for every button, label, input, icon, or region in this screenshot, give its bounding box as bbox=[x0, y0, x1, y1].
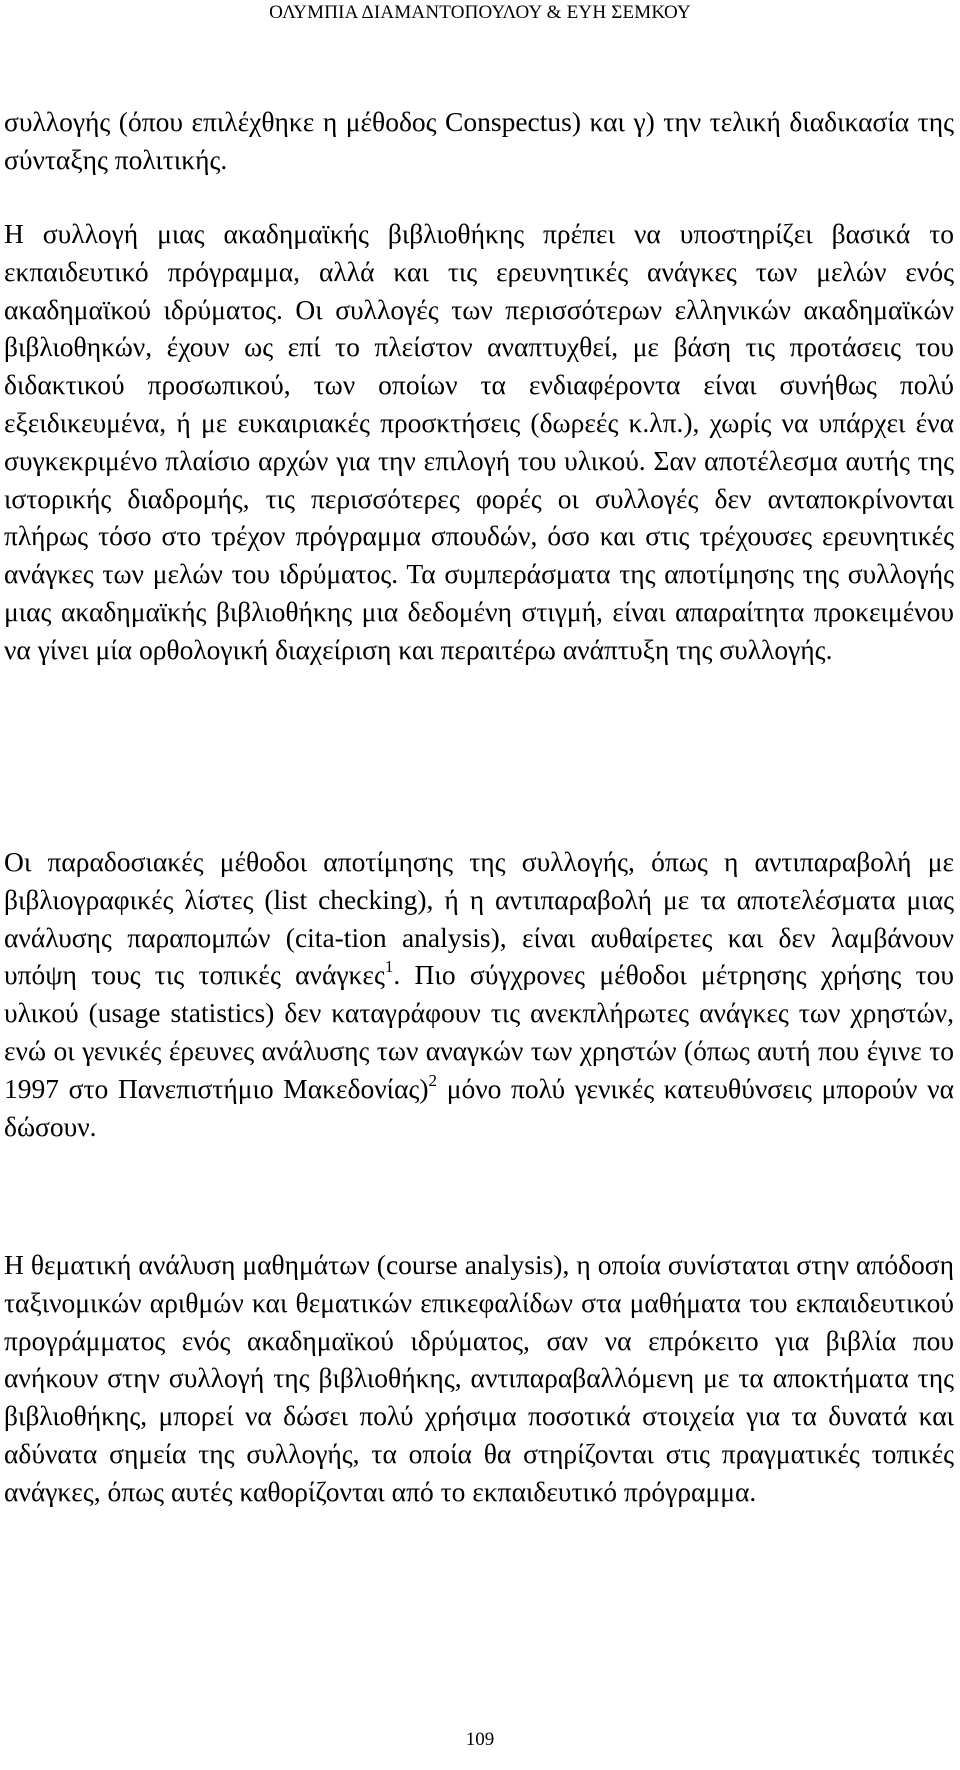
paragraph-3-text bbox=[4, 843, 954, 1145]
page-number: 109 bbox=[465, 1729, 495, 1750]
footnote-ref-2: 2 bbox=[428, 1070, 438, 1090]
paragraph-4 bbox=[4, 1246, 954, 1511]
paragraph-2 bbox=[4, 215, 954, 669]
paragraph-4-text: Η θεματική ανάλυση μαθημάτων (course analysis), η οποία συνίσταται στην απόδοση ταξινομικών αριθμών και θεματικών επικεφαλίδων στα μαθήματα του εκπαιδευτικού προγράμματος ενός ακαδημαϊκού ιδρύματος, σαν να επρόκειτο για βιβλία που ανήκουν στην συλλογή της βιβλιοθήκης, αντιπαραβαλλόμενη με τα αποκτήματα της βιβλιοθήκης, μπορεί να δώσει πολύ χρήσιμα ποσοτικά στοιχεία για τα δυνατά και αδύνατα σημεία της συλλογής, τα οποία θα στηρίζονται στις πραγματικές τοπικές ανάγκες, όπως αυτές καθορίζονται από το εκπαιδευτικό πρόγραμμα. bbox=[4, 1249, 954, 1507]
paragraph-1 bbox=[4, 103, 954, 179]
paragraph-3-segment-2: . Πιο σύγχρονες μέθοδοι μέτρησης χρήσης του υλικού (usage statistics) δεν καταγράφουν τις ανεκπλήρωτες ανάγκες των χρηστών, ενώ οι γενικές έρευνες ανάλυσης των αναγκών των χρηστών (όπως αυτή που έγινε το 1997 στο Πανεπιστήμιο Μακεδονίας) bbox=[4, 959, 954, 1104]
footnote-ref-1: 1 bbox=[384, 957, 394, 977]
paragraph-3-segment-3: μόνο πολύ γενικές κατευθύνσεις μπορούν να δώσουν. bbox=[4, 1072, 954, 1142]
running-header: ΟΛΥΜΠΙΑ ΔΙΑΜΑΝΤΟΠΟΥΛΟΥ & ΕΥΗ ΣΕΜΚΟΥ bbox=[269, 2, 691, 23]
paragraph-1-text: συλλογής (όπου επιλέχθηκε η μέθοδος Conspectus) και γ) την τελική διαδικασία της σύνταξης πολιτικής. bbox=[4, 106, 954, 175]
paragraph-2-text: Η συλλογή μιας ακαδημαϊκής βιβλιοθήκης πρέπει να υποστηρίζει βασικά το εκπαιδευτικό πρόγραμμα, αλλά και τις ερευνητικές ανάγκες των μελών ενός ακαδημαϊκού ιδρύματος. Οι συλλογές των περισσότερων ελληνικών ακαδημαϊκών βιβλιοθηκών, έχουν ως επί το πλείστον αναπτυχθεί, με βάση τις προτάσεις του διδακτικού προσωπικού, των οποίων τα ενδιαφέροντα είναι συνήθως πολύ εξειδικευμένα, ή με ευκαιριακές προσκτήσεις (δωρεές κ.λπ.), χωρίς να υπάρχει ένα συγκεκριμένο πλαίσιο αρχών για την επιλογή του υλικού. Σαν αποτέλεσμα αυτής της ιστορικής διαδρομής, τις περισσότερες φορές οι συλλογές δεν ανταποκρίνονται πλήρως τόσο στο τρέχον πρόγραμμα σπουδών, όσο και στις τρέχουσες ερευνητικές ανάγκες των μελών του ιδρύματος. Τα συμπεράσματα της αποτίμησης της συλλογής μιας ακαδημαϊκής βιβλιοθήκης μια δεδομένη στιγμή, είναι απαραίτητα προκειμένου να γίνει μία ορθολογική διαχείριση και περαιτέρω ανάπτυξη της συλλογής. bbox=[4, 218, 954, 665]
paragraph-3 bbox=[4, 843, 954, 1145]
paragraph-3-segment-1: Οι παραδοσιακές μέθοδοι αποτίμησης της συλλογής, όπως η αντιπαραβολή με βιβλιογραφικές λίστες (list checking), ή η αντιπαραβολή με τα αποτελέσματα μιας ανάλυσης παραπομπών (cita-tion analysis), είναι αυθαίρετες και δεν λαμβάνουν υπόψη τους τις τοπικές ανάγκες bbox=[4, 846, 954, 991]
